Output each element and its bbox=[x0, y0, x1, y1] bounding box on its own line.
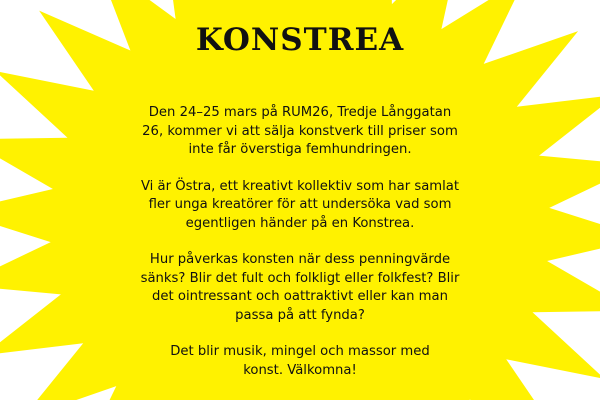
paragraph-line: Vi är Östra, ett kreativt kollektiv som har samlat bbox=[140, 178, 460, 194]
paragraph-line: inte får överstiga femhundringen. bbox=[188, 142, 412, 157]
paragraph-welcome bbox=[120, 343, 480, 380]
paragraph-line: 26, kommer vi att sälja konstverk till priser som bbox=[142, 123, 458, 139]
paragraph-event-info bbox=[120, 104, 480, 160]
paragraph-line: Det blir musik, mingel och massor med bbox=[170, 344, 430, 359]
poster-title: KONSTREA bbox=[195, 22, 405, 58]
paragraph-line: sänks? Blir det fult och folkligt eller folkfest? Blir bbox=[140, 270, 460, 286]
paragraph-line: egentligen händer på en Konstrea. bbox=[185, 215, 415, 231]
paragraph-line: Den 24–25 mars på RUM26, Tredje Långgatan bbox=[148, 105, 452, 120]
poster-content bbox=[120, 22, 480, 398]
paragraph-line: passa på att fynda? bbox=[235, 307, 365, 323]
paragraph-line: konst. Välkomna! bbox=[243, 362, 357, 378]
paragraph-questions bbox=[120, 251, 480, 325]
paragraph-line: det ointressant och oattraktivt eller kan man bbox=[152, 289, 448, 304]
paragraph-line: fler unga kreatörer för att undersöka vad som bbox=[148, 197, 452, 212]
paragraph-line: Hur påverkas konsten när dess penningvärde bbox=[149, 252, 451, 267]
paragraph-collective bbox=[120, 178, 480, 234]
